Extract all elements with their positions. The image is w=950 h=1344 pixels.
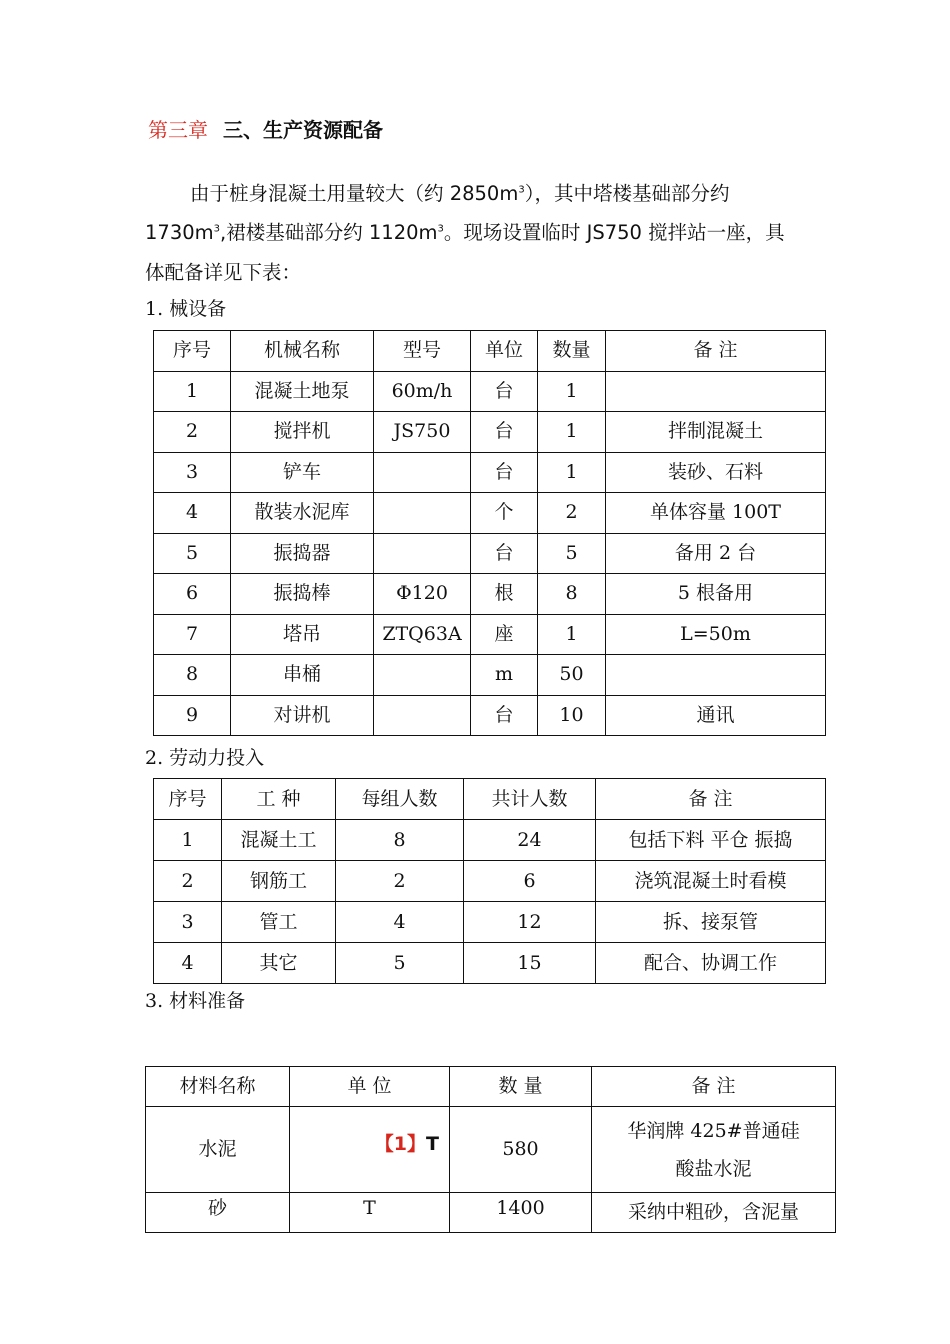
- equipment-cell: 台: [471, 452, 538, 493]
- labor-cell: 4: [336, 902, 464, 943]
- intro-line-3: 体配备详见下表：: [145, 261, 302, 284]
- equipment-cell: 根: [471, 574, 538, 615]
- chapter-title: 三、生产资源配备: [222, 118, 383, 142]
- equipment-table: [153, 330, 826, 736]
- equipment-cell: 50: [538, 655, 606, 696]
- equipment-cell: 6: [154, 574, 231, 615]
- materials-header-cell: 单 位: [290, 1067, 450, 1107]
- labor-row: [154, 820, 826, 861]
- equipment-cell: Φ120: [374, 574, 471, 615]
- labor-cell: 1: [154, 820, 222, 861]
- materials-table: [145, 1066, 836, 1233]
- equipment-cell: 单体容量 100T: [606, 493, 826, 534]
- equipment-header-cell: 数量: [538, 331, 606, 372]
- equipment-cell: [606, 655, 826, 696]
- section-materials-heading: 3. 材料准备: [145, 990, 246, 1012]
- equipment-cell: 混凝土地泵: [231, 371, 374, 412]
- equipment-cell: 搅拌机: [231, 412, 374, 453]
- labor-cell: 管工: [222, 902, 336, 943]
- equipment-cell: 个: [471, 493, 538, 534]
- equipment-cell: 台: [471, 412, 538, 453]
- labor-header-cell: 每组人数: [336, 779, 464, 820]
- equipment-cell: 7: [154, 614, 231, 655]
- equipment-row: [154, 655, 826, 696]
- equipment-row: [154, 452, 826, 493]
- equipment-cell: 9: [154, 695, 231, 736]
- equipment-cell: 5: [538, 533, 606, 574]
- labor-cell: 24: [464, 820, 596, 861]
- equipment-cell: 备用 2 台: [606, 533, 826, 574]
- material-name: 砂: [146, 1193, 290, 1233]
- material-qty: 580: [450, 1107, 592, 1193]
- labor-cell: 3: [154, 902, 222, 943]
- labor-cell: 包括下料 平仓 振捣: [596, 820, 826, 861]
- equipment-cell: 4: [154, 493, 231, 534]
- labor-cell: 混凝土工: [222, 820, 336, 861]
- labor-cell: 4: [154, 943, 222, 984]
- equipment-cell: [374, 533, 471, 574]
- labor-row: [154, 861, 826, 902]
- section-labor-heading: 2. 劳动力投入: [145, 747, 265, 769]
- labor-header-cell: 序号: [154, 779, 222, 820]
- equipment-cell: 1: [538, 371, 606, 412]
- equipment-row: [154, 412, 826, 453]
- labor-cell: 拆、接泵管: [596, 902, 826, 943]
- equipment-header-cell: 备 注: [606, 331, 826, 372]
- equipment-cell: 1: [538, 614, 606, 655]
- equipment-cell: 60m/h: [374, 371, 471, 412]
- equipment-header-cell: 型号: [374, 331, 471, 372]
- labor-cell: 15: [464, 943, 596, 984]
- material-unit: T: [426, 1133, 439, 1155]
- labor-cell: 2: [336, 861, 464, 902]
- material-name: 水泥: [146, 1107, 290, 1193]
- equipment-cell: 3: [154, 452, 231, 493]
- equipment-cell: 串桶: [231, 655, 374, 696]
- equipment-header-cell: 序号: [154, 331, 231, 372]
- equipment-cell: 振捣器: [231, 533, 374, 574]
- equipment-cell: [606, 371, 826, 412]
- labor-cell: 6: [464, 861, 596, 902]
- labor-cell: 其它: [222, 943, 336, 984]
- equipment-row: [154, 533, 826, 574]
- equipment-cell: 10: [538, 695, 606, 736]
- equipment-cell: [374, 452, 471, 493]
- equipment-row: [154, 614, 826, 655]
- materials-header-row: [146, 1067, 836, 1107]
- material-qty: 1400: [450, 1193, 592, 1233]
- equipment-cell: [374, 493, 471, 534]
- equipment-cell: 8: [538, 574, 606, 615]
- labor-header-row: [154, 779, 826, 820]
- equipment-cell: 5: [154, 533, 231, 574]
- labor-cell: 配合、协调工作: [596, 943, 826, 984]
- equipment-cell: 5 根备用: [606, 574, 826, 615]
- labor-header-cell: 工 种: [222, 779, 336, 820]
- labor-cell: 12: [464, 902, 596, 943]
- equipment-cell: 振捣棒: [231, 574, 374, 615]
- equipment-header-cell: 单位: [471, 331, 538, 372]
- labor-header-cell: 共计人数: [464, 779, 596, 820]
- equipment-cell: 塔吊: [231, 614, 374, 655]
- equipment-row: [154, 574, 826, 615]
- material-note: 华润牌 425#普通硅 酸盐水泥: [592, 1107, 836, 1193]
- material-note: 采纳中粗砂，含泥量: [592, 1193, 836, 1233]
- section-equipment-heading: 1. 械设备: [145, 298, 227, 320]
- footnote-marker: 【1】: [374, 1133, 427, 1155]
- labor-cell: 2: [154, 861, 222, 902]
- equipment-cell: 2: [154, 412, 231, 453]
- labor-cell: 钢筋工: [222, 861, 336, 902]
- equipment-cell: 装砂、石料: [606, 452, 826, 493]
- equipment-cell: L=50m: [606, 614, 826, 655]
- equipment-cell: 通讯: [606, 695, 826, 736]
- equipment-cell: 1: [538, 412, 606, 453]
- equipment-cell: ZTQ63A: [374, 614, 471, 655]
- equipment-cell: [374, 655, 471, 696]
- chapter-number: 第三章: [148, 118, 208, 142]
- equipment-cell: 台: [471, 695, 538, 736]
- equipment-cell: 座: [471, 614, 538, 655]
- equipment-cell: 1: [538, 452, 606, 493]
- equipment-cell: 台: [471, 371, 538, 412]
- materials-header-cell: 数 量: [450, 1067, 592, 1107]
- materials-row: [146, 1193, 836, 1233]
- equipment-header-cell: 机械名称: [231, 331, 374, 372]
- equipment-cell: 台: [471, 533, 538, 574]
- equipment-row: [154, 493, 826, 534]
- equipment-cell: 铲车: [231, 452, 374, 493]
- materials-header-cell: 备 注: [592, 1067, 836, 1107]
- labor-cell: 8: [336, 820, 464, 861]
- material-unit: T: [290, 1193, 450, 1233]
- equipment-row: [154, 695, 826, 736]
- intro-line-1: 由于桩身混凝土用量较大（约 $2850m^3$），其中塔楼基础部分约: [190, 182, 730, 205]
- equipment-row: [154, 371, 826, 412]
- material-unit-cell: [290, 1107, 450, 1193]
- chapter-heading: [148, 114, 383, 143]
- labor-row: [154, 943, 826, 984]
- labor-row: [154, 902, 826, 943]
- equipment-cell: 8: [154, 655, 231, 696]
- equipment-header-row: [154, 331, 826, 372]
- labor-cell: 浇筑混凝土时看模: [596, 861, 826, 902]
- equipment-cell: 对讲机: [231, 695, 374, 736]
- equipment-cell: m: [471, 655, 538, 696]
- equipment-cell: [374, 695, 471, 736]
- equipment-cell: 散装水泥库: [231, 493, 374, 534]
- labor-header-cell: 备 注: [596, 779, 826, 820]
- labor-cell: 5: [336, 943, 464, 984]
- equipment-cell: 拌制混凝土: [606, 412, 826, 453]
- equipment-cell: 2: [538, 493, 606, 534]
- equipment-cell: 1: [154, 371, 231, 412]
- labor-table: [153, 778, 826, 984]
- intro-line-2: $1730m^3$,裙楼基础部分约 $1120m^3$。现场设置临时 JS750 搅拌站一座，具: [145, 221, 785, 244]
- equipment-cell: JS750: [374, 412, 471, 453]
- materials-header-cell: 材料名称: [146, 1067, 290, 1107]
- materials-row: [146, 1107, 836, 1193]
